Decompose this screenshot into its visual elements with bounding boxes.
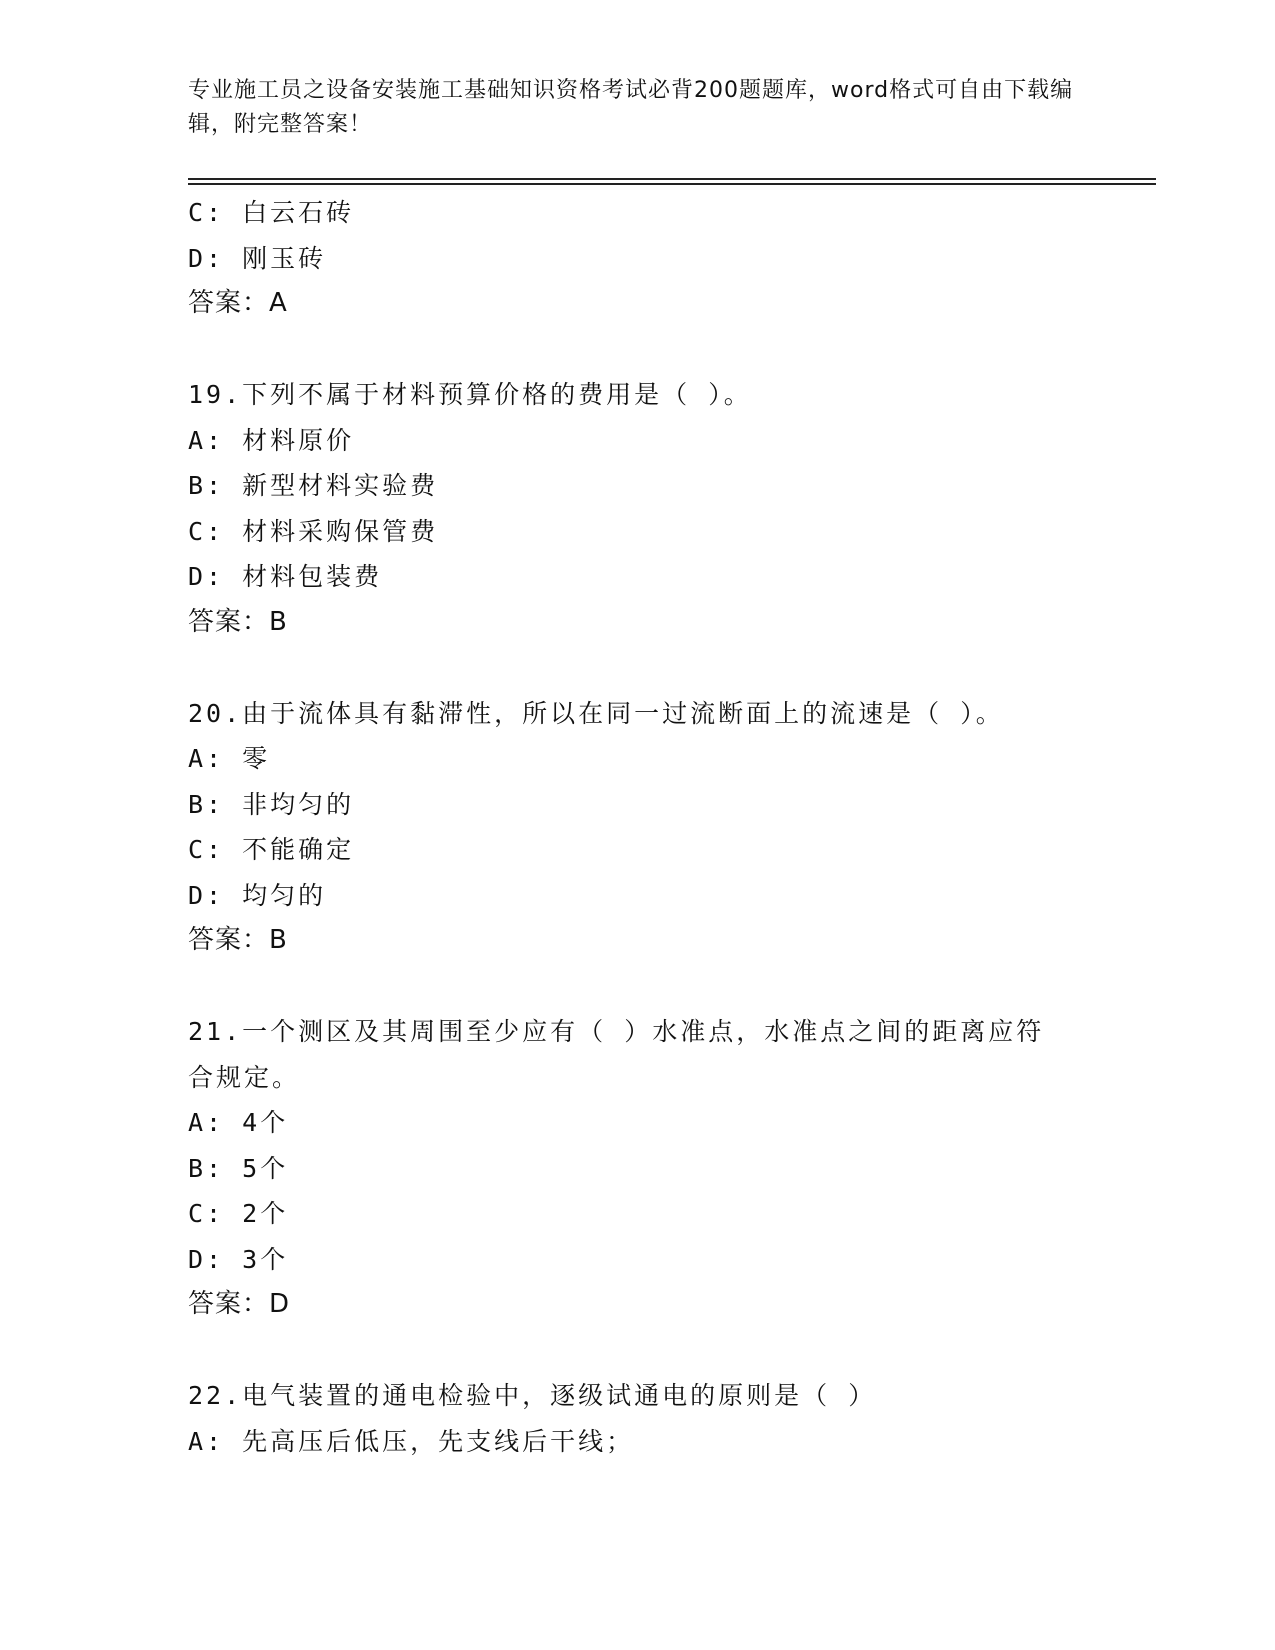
option-d: D: 3个: [188, 1244, 289, 1274]
option-c: C: 材料采购保管费: [188, 516, 439, 546]
option-d: D: 材料包装费: [188, 562, 383, 591]
option-a: A: 先高压后低压，先支线后干线；: [188, 1426, 635, 1456]
option-a: A: 4个: [188, 1108, 289, 1137]
spacer: [188, 1328, 1088, 1374]
answer-line: 答案：B: [188, 925, 288, 955]
option-b: B: 非均匀的: [188, 789, 355, 819]
question-stem: 21.一个测区及其周围至少应有（ ）水准点，水准点之间的距离应符合规定。: [188, 1017, 1045, 1092]
question-list: [188, 190, 1088, 1464]
option-c: C: 不能确定: [188, 835, 355, 864]
spacer: [188, 327, 1088, 373]
option-d: D: 均匀的: [188, 880, 327, 910]
question-stem: 20.由于流体具有黏滞性，所以在同一过流断面上的流速是（ ）。: [188, 698, 1004, 728]
answer-line: 答案：B: [188, 606, 288, 637]
document-header: 专业施工员之设备安装施工基础知识资格考试必背200题题库，word格式可自由下载编辑，附完整答案！: [188, 78, 1074, 137]
option-c: C: 2个: [188, 1199, 289, 1228]
question-stem: 22.电气装置的通电检验中，逐级试通电的原则是（ ）: [188, 1381, 877, 1410]
question-stem: 19.下列不属于材料预算价格的费用是（ ）。: [188, 380, 752, 409]
option-a: A: 材料原价: [188, 425, 355, 455]
option-d: D: 刚玉砖: [188, 243, 327, 273]
answer-line: 答案：A: [188, 288, 288, 318]
spacer: [188, 964, 1088, 1010]
header-divider-bottom: [188, 183, 1156, 185]
option-b: B: 新型材料实验费: [188, 471, 439, 500]
header-divider-top: [188, 178, 1156, 180]
option-b: B: 5个: [188, 1153, 289, 1183]
spacer: [188, 645, 1088, 691]
option-a: A: 零: [188, 744, 271, 773]
answer-line: 答案：D: [188, 1289, 291, 1319]
option-c: C: 白云石砖: [188, 198, 355, 227]
